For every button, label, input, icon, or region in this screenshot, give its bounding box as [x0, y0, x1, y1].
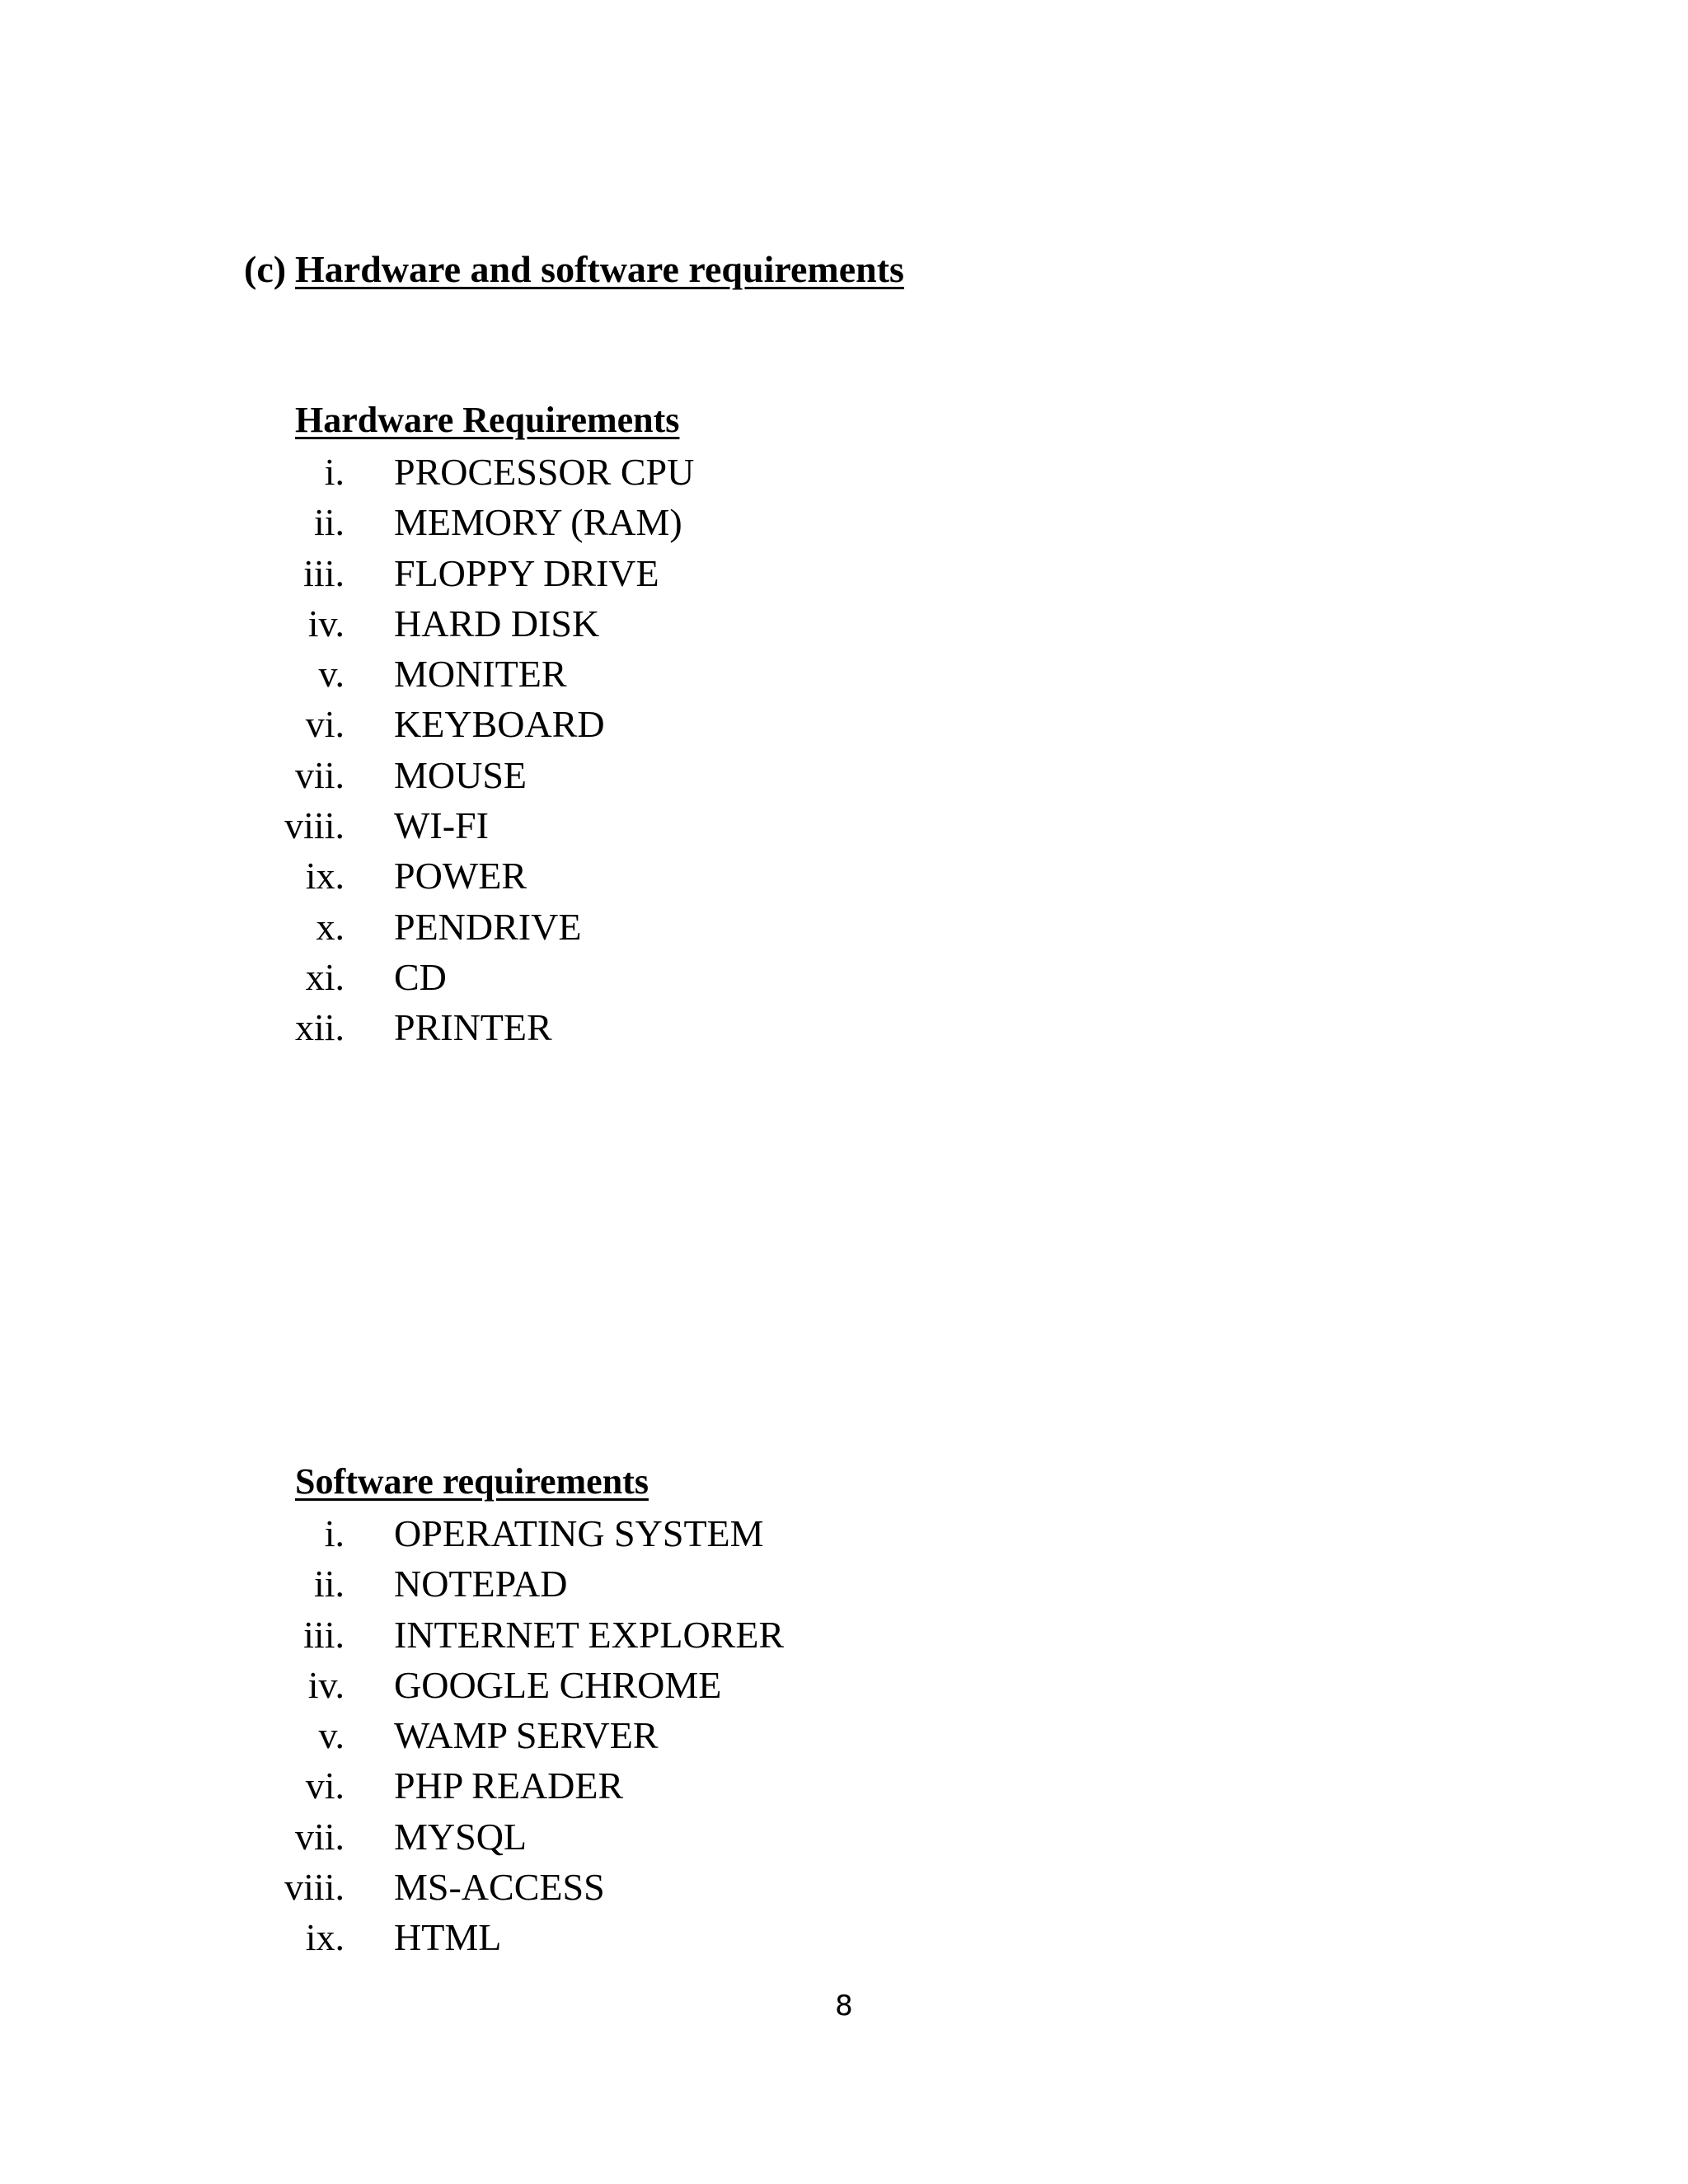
list-item-number: iii. — [303, 1613, 345, 1656]
list-item-number: ii. — [313, 501, 345, 544]
list-item — [247, 598, 694, 649]
list-item-number: vii. — [294, 753, 345, 796]
list-item-text: KEYBOARD — [394, 703, 605, 746]
list-item-text: HTML — [394, 1916, 502, 1959]
section-heading — [244, 246, 904, 293]
list-item — [247, 548, 694, 598]
list-item — [247, 1660, 784, 1710]
list-item — [247, 902, 694, 952]
list-item-number: iv. — [307, 1663, 345, 1706]
list-item — [247, 1811, 784, 1862]
list-item — [247, 851, 694, 901]
list-item-text: GOOGLE CHROME — [394, 1663, 722, 1706]
list-item-text: POWER — [394, 855, 527, 898]
list-item — [247, 1862, 784, 1912]
list-item — [247, 1912, 784, 1962]
hardware-requirements-list — [247, 447, 694, 1053]
list-item — [247, 1610, 784, 1660]
list-item — [247, 1558, 784, 1609]
list-item — [247, 497, 694, 547]
page-number: 8 — [835, 1990, 853, 2022]
list-item-number: iii. — [303, 551, 345, 594]
list-item-text: MS-ACCESS — [394, 1866, 605, 1909]
list-item — [247, 800, 694, 851]
section-marker: (c) — [244, 248, 287, 290]
list-item-number: ii. — [313, 1563, 345, 1605]
section-title: Hardware and software requirements — [295, 248, 904, 290]
list-item-text: WAMP SERVER — [394, 1714, 659, 1757]
list-item-text: CD — [394, 955, 447, 998]
list-item-text: WI-FI — [394, 804, 489, 847]
list-item — [247, 1508, 784, 1558]
list-item-number: ix. — [305, 1916, 345, 1959]
list-item-text: PHP READER — [394, 1765, 624, 1807]
list-item — [247, 1760, 784, 1811]
list-item — [247, 649, 694, 699]
list-item-number: viii. — [284, 1866, 345, 1909]
list-item-number: v. — [318, 653, 345, 696]
list-item-text: OPERATING SYSTEM — [394, 1512, 764, 1554]
list-item-number: ix. — [305, 855, 345, 898]
list-item — [247, 1710, 784, 1760]
list-item-number: xi. — [305, 955, 345, 998]
list-item-text: MOUSE — [394, 753, 528, 796]
list-item-number: i. — [324, 451, 345, 493]
list-item-text: MYSQL — [394, 1815, 528, 1858]
list-item-number: xii. — [294, 1006, 345, 1049]
list-item-text: MEMORY (RAM) — [394, 501, 682, 544]
list-item-text: PENDRIVE — [394, 905, 582, 948]
list-item-text: NOTEPAD — [394, 1563, 568, 1605]
list-item — [247, 750, 694, 800]
software-requirements-heading: Software requirements — [295, 1461, 649, 1502]
list-item-number: v. — [318, 1714, 345, 1757]
list-item-number: x. — [316, 905, 345, 948]
list-item-number: vii. — [294, 1815, 345, 1858]
list-item-number: i. — [324, 1512, 345, 1554]
list-item-text: HARD DISK — [394, 602, 600, 644]
hardware-requirements-heading: Hardware Requirements — [295, 400, 680, 440]
list-item — [247, 447, 694, 497]
list-item — [247, 699, 694, 749]
list-item-text: INTERNET EXPLORER — [394, 1613, 785, 1656]
list-item-number: iv. — [307, 602, 345, 644]
list-item-number: vi. — [305, 1765, 345, 1807]
list-item-text: MONITER — [394, 653, 567, 696]
list-item-text: PRINTER — [394, 1006, 552, 1049]
list-item-number: viii. — [284, 804, 345, 847]
list-item-text: PROCESSOR CPU — [394, 451, 695, 493]
list-item — [247, 952, 694, 1002]
list-item-number: vi. — [305, 703, 345, 746]
software-requirements-list — [247, 1508, 784, 1963]
list-item — [247, 1002, 694, 1052]
list-item-text: FLOPPY DRIVE — [394, 551, 659, 594]
